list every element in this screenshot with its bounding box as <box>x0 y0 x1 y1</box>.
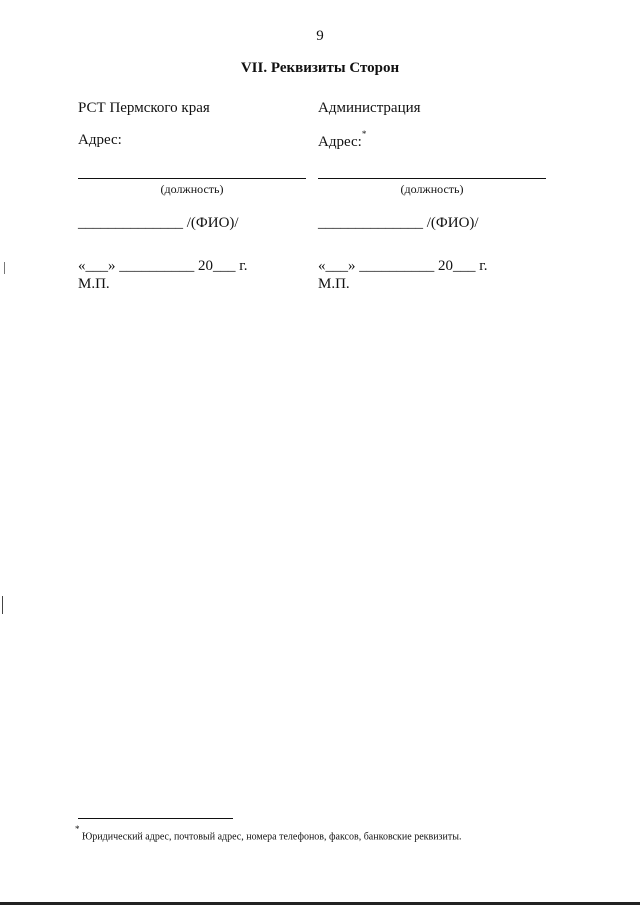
position-signature-line <box>78 178 306 179</box>
page-number: 9 <box>316 28 324 44</box>
party-name: Администрация <box>318 100 421 116</box>
footnote-mark: * <box>75 824 80 834</box>
stamp-label: М.П. <box>318 276 350 292</box>
footnote-divider <box>78 818 233 819</box>
scan-artifact <box>4 262 5 274</box>
section-title: VII. Реквизиты Сторон <box>240 60 400 76</box>
footnote <box>75 824 462 843</box>
party-name: РСТ Пермского края <box>78 100 210 116</box>
position-caption: (должность) <box>400 182 464 196</box>
scan-artifact <box>2 596 3 614</box>
footnote-reference-mark: * <box>361 129 367 139</box>
name-signature-row: ______________ /(ФИО)/ <box>78 215 239 231</box>
address-label: Адрес: <box>318 134 362 150</box>
footnote-text: Юридический адрес, почтовый адрес, номера телефонов, факсов, банковские реквизиты. <box>82 831 462 843</box>
date-row: «___» __________ 20___ г. <box>318 258 488 274</box>
date-row: «___» __________ 20___ г. <box>78 258 248 274</box>
stamp-label: М.П. <box>78 276 110 292</box>
position-caption: (должность) <box>160 182 224 196</box>
position-signature-line <box>318 178 546 179</box>
name-signature-row: ______________ /(ФИО)/ <box>318 215 479 231</box>
address-label-row <box>318 129 367 151</box>
address-label: Адрес: <box>78 132 122 148</box>
